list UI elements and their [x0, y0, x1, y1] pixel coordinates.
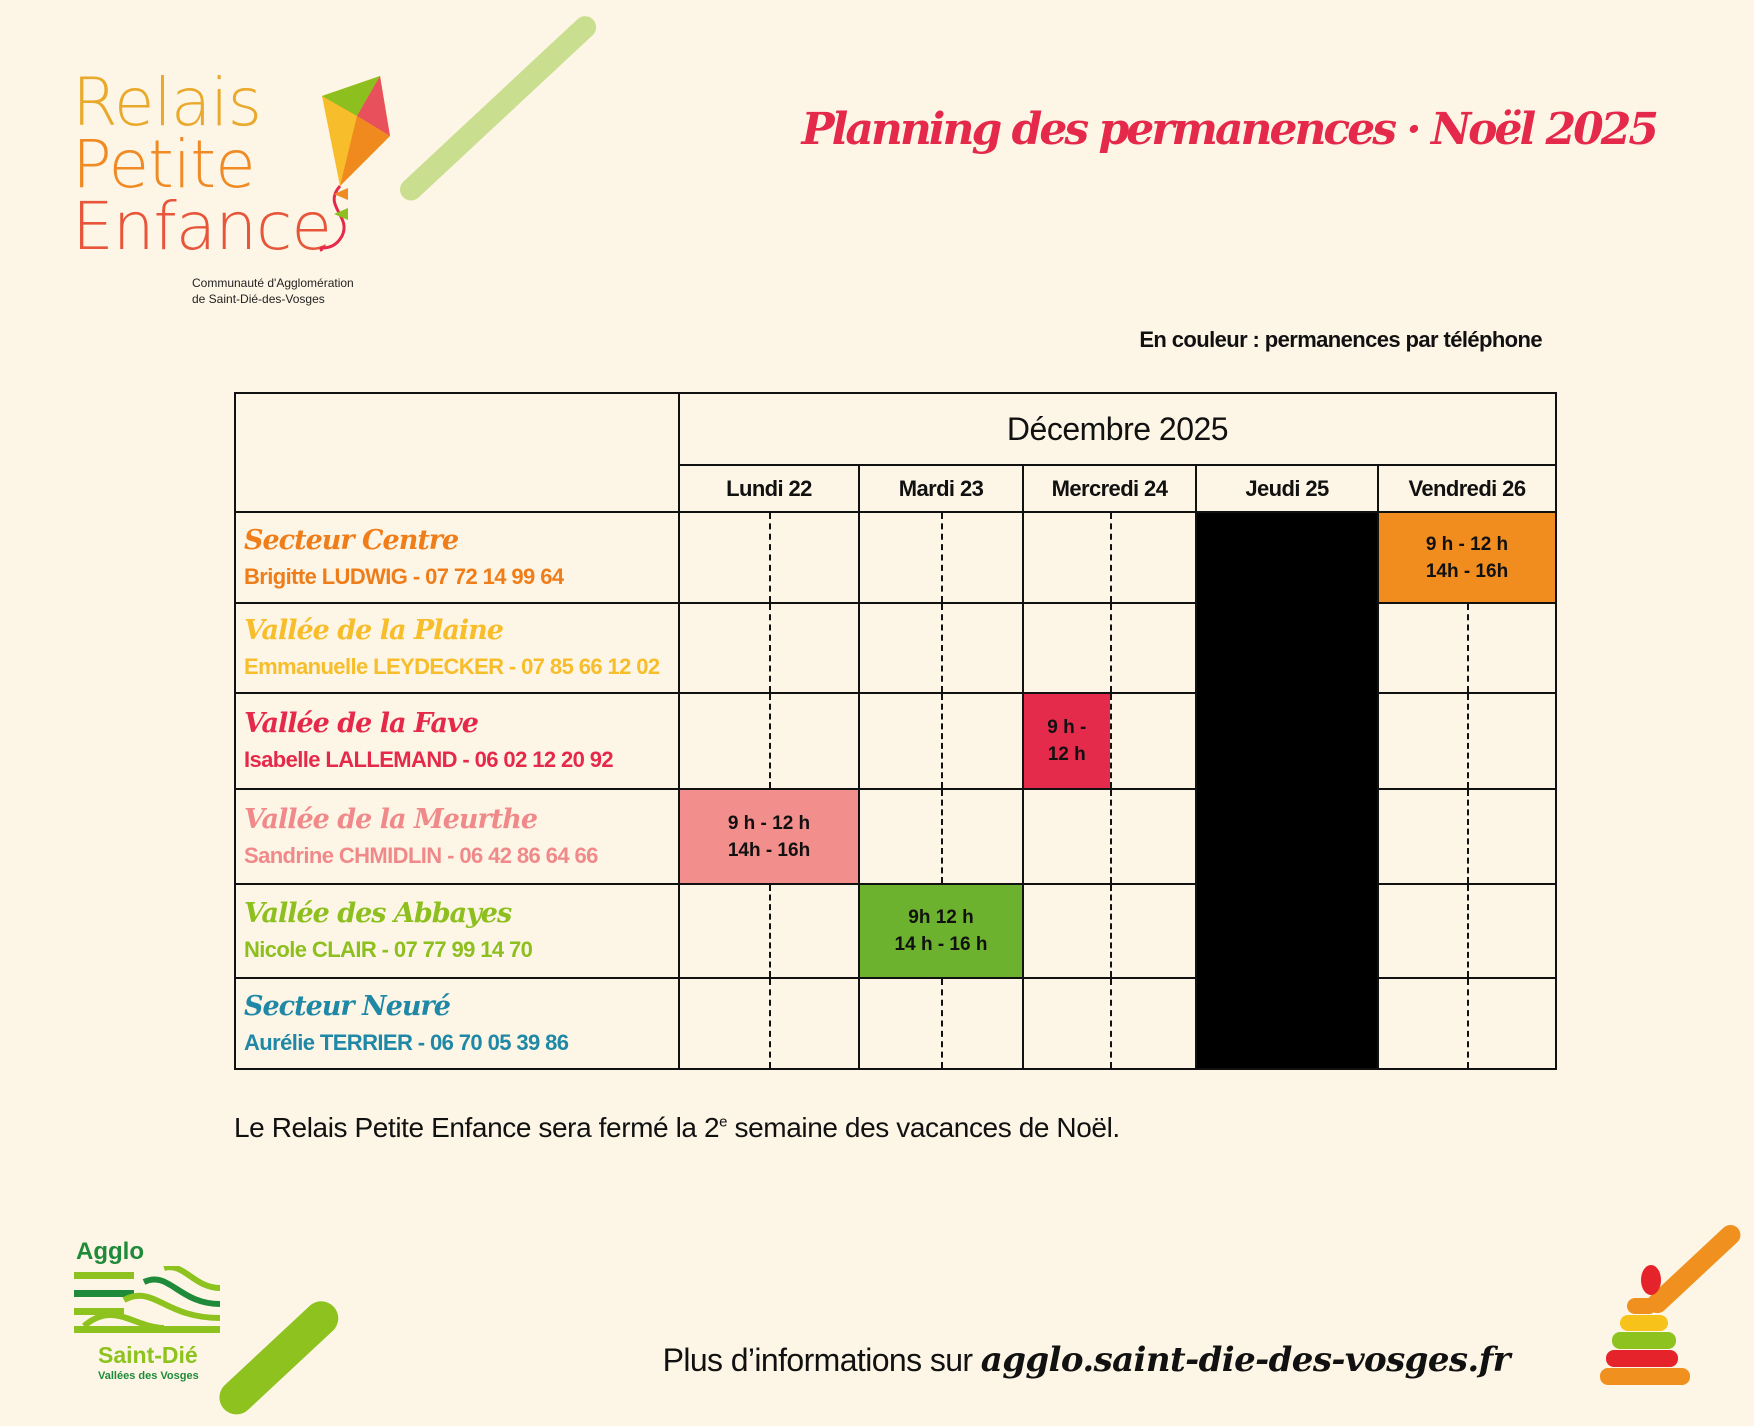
agglo-logo-name: Saint-Dié — [98, 1342, 198, 1368]
schedule-cell — [1023, 603, 1196, 693]
half-day-divider — [941, 513, 943, 602]
schedule-cell — [679, 693, 859, 789]
half-day-divider — [1110, 694, 1112, 788]
more-info — [663, 1340, 1510, 1380]
logo-line-relais: Relais — [72, 64, 262, 141]
slot-time: 12 h — [1047, 744, 1086, 765]
half-day-divider — [1110, 885, 1112, 977]
website-link[interactable]: agglo.saint-die-des-vosges.fr — [980, 1340, 1510, 1380]
agglo-saint-die-logo — [74, 1238, 224, 1388]
closure-note — [234, 1112, 1120, 1144]
closure-note-text-end: semaine des vacances de Noël. — [727, 1112, 1120, 1143]
slot-time: 9 h - — [1047, 717, 1087, 738]
half-day-divider — [1110, 513, 1112, 602]
schedule-cell — [1023, 884, 1196, 978]
closure-note-text: Le Relais Petite Enfance sera fermé la 2 — [234, 1112, 720, 1143]
schedule-cell — [1378, 978, 1556, 1069]
schedule-cell — [679, 789, 859, 884]
table-row — [235, 512, 1556, 603]
closed-day-cell — [1196, 512, 1378, 1069]
kite-icon — [312, 76, 412, 256]
half-day-divider — [1467, 885, 1469, 977]
half-day-divider — [769, 604, 771, 692]
half-day-divider — [1467, 694, 1469, 788]
decorative-stripe-bottom-left — [212, 1294, 345, 1421]
day-header-1: Mardi 23 — [859, 465, 1023, 512]
half-day-divider — [1110, 790, 1112, 883]
half-day-divider — [769, 513, 771, 602]
schedule-cell — [679, 978, 859, 1069]
half-day-divider — [1110, 604, 1112, 692]
month-header: Décembre 2025 — [679, 393, 1556, 465]
schedule-cell — [1378, 789, 1556, 884]
half-day-divider — [769, 885, 771, 977]
schedule-cell — [859, 603, 1023, 693]
schedule-cell — [679, 884, 859, 978]
slot-time: 14 h - 16 h — [894, 934, 988, 955]
contact-info: Emmanuelle LEYDECKER - 07 85 66 12 02 — [244, 654, 660, 679]
slot-time: 9 h - 12 h — [1425, 533, 1509, 555]
phone-slot — [1024, 694, 1110, 788]
logo-subtitle-2: de Saint-Dié-des-Vosges — [192, 292, 325, 306]
table-corner — [235, 393, 679, 512]
contact-info: Nicole CLAIR - 07 77 99 14 70 — [244, 937, 533, 962]
page-title: Planning des permanences · Noël 2025 — [801, 104, 1656, 155]
schedule-cell — [859, 512, 1023, 603]
half-day-divider — [1467, 979, 1469, 1068]
decorative-stripe-top — [395, 12, 600, 205]
row-label — [235, 789, 679, 884]
more-info-prefix: Plus d’informations sur — [662, 1342, 981, 1378]
sector-name: Vallée de la Plaine — [244, 615, 503, 646]
day-header-2: Mercredi 24 — [1023, 465, 1196, 512]
schedule-cell — [1023, 978, 1196, 1069]
half-day-divider — [769, 979, 771, 1068]
schedule-cell — [859, 789, 1023, 884]
half-day-divider — [941, 694, 943, 788]
schedule-cell — [679, 603, 859, 693]
row-label — [235, 884, 679, 978]
contact-info: Isabelle LALLEMAND - 06 02 12 20 92 — [244, 747, 614, 772]
relais-petite-enfance-logo — [72, 64, 402, 310]
phone-slot — [680, 790, 858, 883]
slot-time: 14h - 16h — [727, 839, 811, 861]
half-day-divider — [769, 694, 771, 788]
contact-info: Aurélie TERRIER - 06 70 05 39 86 — [244, 1029, 569, 1055]
half-day-divider — [1110, 979, 1112, 1068]
schedule-cell — [859, 884, 1023, 978]
phone-slot — [860, 885, 1022, 977]
sector-name: Vallée de la Meurthe — [244, 803, 538, 835]
contact-info: Brigitte LUDWIG - 07 72 14 99 64 — [244, 563, 564, 589]
schedule-cell — [1378, 884, 1556, 978]
agglo-logo-top: Agglo — [76, 1238, 144, 1265]
day-header-0: Lundi 22 — [679, 465, 859, 512]
phone-slot — [1379, 513, 1555, 602]
schedule-cell — [859, 978, 1023, 1069]
schedule-cell — [1378, 603, 1556, 693]
slot-time: 9h 12 h — [908, 907, 974, 928]
half-day-divider — [941, 790, 943, 883]
slot-time: 9 h - 12 h — [727, 812, 811, 834]
sector-name: Secteur Centre — [244, 524, 459, 556]
sector-name: Secteur Neuré — [244, 990, 450, 1022]
row-label — [235, 512, 679, 603]
row-label — [235, 978, 679, 1069]
sector-name: Vallée des Abbayes — [244, 898, 512, 929]
schedule-cell — [1023, 693, 1196, 789]
schedule-cell — [1023, 789, 1196, 884]
contact-info: Sandrine CHMIDLIN - 06 42 86 64 66 — [244, 842, 598, 868]
row-label — [235, 693, 679, 789]
day-header-3: Jeudi 25 — [1196, 465, 1378, 512]
schedule-table — [234, 392, 1557, 1070]
ring-stacker-toy-icon — [1600, 1260, 1700, 1390]
agglo-logo-sub: Vallées des Vosges — [98, 1370, 199, 1382]
schedule-cell — [1023, 512, 1196, 603]
logo-line-enfance: Enfance — [72, 188, 331, 265]
legend-text: En couleur : permanences par téléphone — [1139, 327, 1542, 352]
row-label — [235, 603, 679, 693]
half-day-divider — [941, 604, 943, 692]
day-header-4: Vendredi 26 — [1378, 465, 1556, 512]
half-day-divider — [941, 979, 943, 1068]
schedule-cell — [859, 693, 1023, 789]
schedule-cell — [679, 512, 859, 603]
hills-icon — [74, 1266, 220, 1336]
slot-time: 14h - 16h — [1425, 560, 1509, 582]
half-day-divider — [1467, 604, 1469, 692]
logo-line-petite: Petite — [72, 126, 255, 203]
schedule-cell — [1378, 512, 1556, 603]
half-day-divider — [1467, 790, 1469, 883]
logo-subtitle-1: Communauté d'Agglomération — [192, 276, 354, 290]
schedule-cell — [1378, 693, 1556, 789]
sector-name: Vallée de la Fave — [244, 708, 478, 739]
closure-note-sup: e — [719, 1113, 728, 1131]
